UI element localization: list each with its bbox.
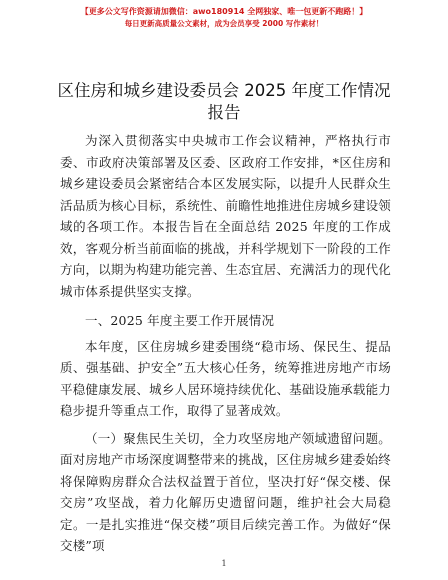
subsection-text: 面对房地产市场深度调整带来的挑战，区住房城乡建委始终将保障购房群众合法权益置于首位，坚决打好“保交楼、保交房”攻坚战，着力化解历史遗留问题，维护社会大局稳定。一是扎实推进“保交楼”项目后续完善工作。为做好“保交楼”项: [60, 452, 391, 553]
subsection-lead: （一）聚焦民生关切，全力攻坚房地产领域遗留问题。: [85, 430, 391, 446]
promo-banner-line-1: 【更多公文写作资源请加微信：awo180914 全网独家、唯一包更新不跑路！】: [80, 7, 368, 16]
promo-banner: [0, 6, 448, 29]
page-number: 1: [221, 559, 227, 568]
promo-banner-line-2: 每日更新高质量公文素材，成为会员享受 2000 写作素材！: [124, 19, 324, 28]
document-body: [60, 130, 391, 557]
section-paragraph: 本年度，区住房城乡建委围绕“稳市场、保民生、提品质、强基础、护安全”五大核心任务，统筹推进房地产市场平稳健康发展、城乡人居环境持续优化、基础设施承载能力稳步提升等重点工作，取得了显著成效。: [60, 338, 391, 418]
intro-paragraph: 为深入贯彻落实中央城市工作会议精神，严格执行市委、市政府决策部署及区委、区政府工作安排，*区住房和城乡建设委员会紧密结合本区发展实际，以提升人民群众生活品质为核心目标，系统性、前瞻性地推进住房城乡建设领域的各项工作。本报告旨在全面总结 2025 年度的工作成效，客观分析当前面临的挑战，并科学规划下一阶段的工作方向，以期为构建功能完善、生态宜居、充满活力的现代化城市体系提供坚实支撑。: [60, 133, 391, 299]
subsection-paragraph: [60, 428, 391, 557]
document-title: 区住房和城乡建设委员会 2025 年度工作情况报告: [57, 81, 391, 122]
section-heading: 一、2025 年度主要工作开展情况: [85, 313, 275, 328]
